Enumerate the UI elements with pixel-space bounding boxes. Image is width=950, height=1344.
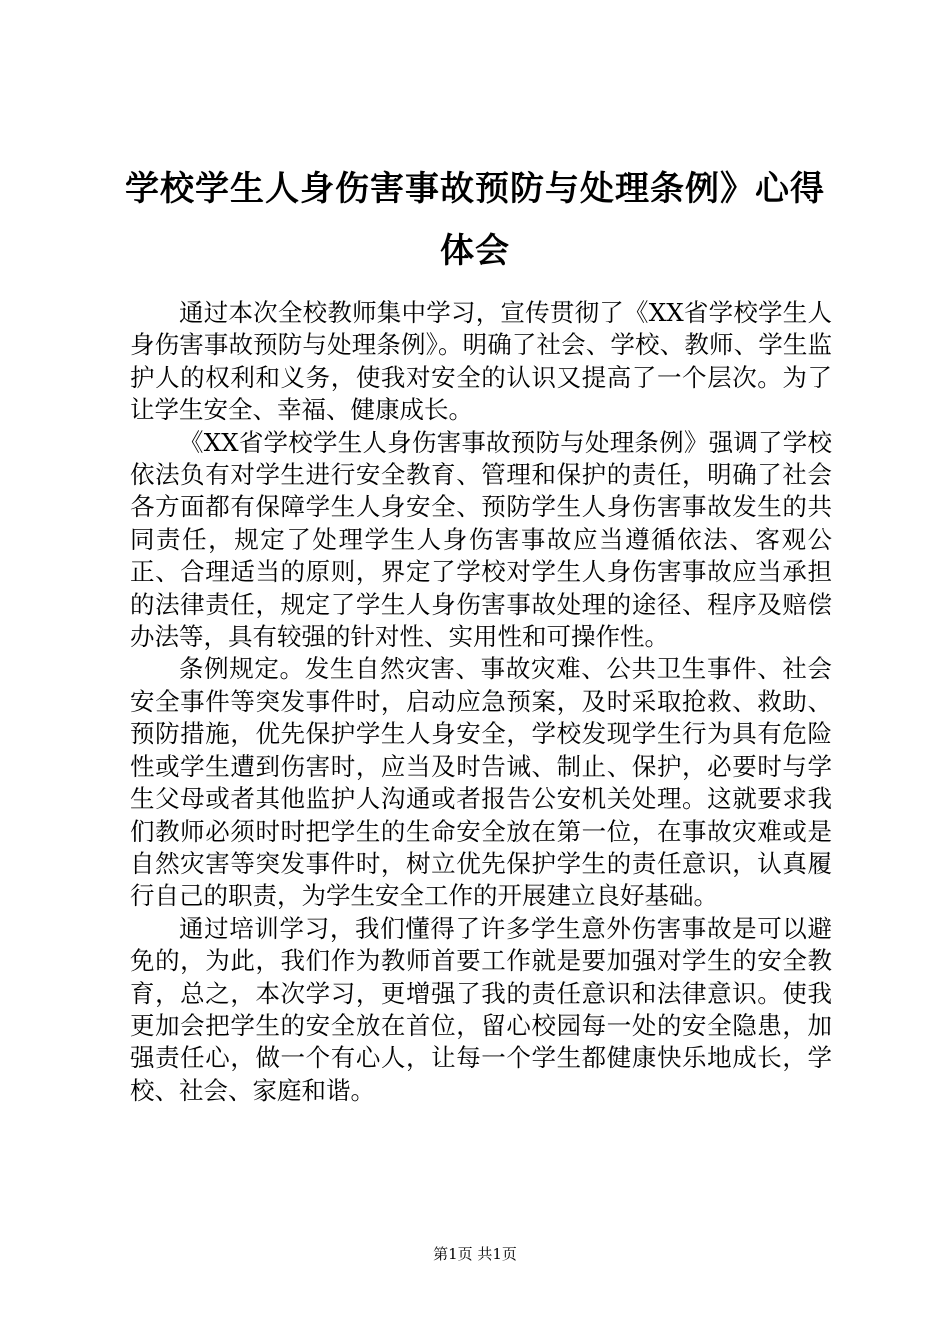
paragraph-1: 通过本次全校教师集中学习，宣传贯彻了《XX省学校学生人身伤害事故预防与处理条例》。明确了社会、学校、教师、学生监护人的权利和义务，使我对安全的认识又提高了一个层次。为了让学生安全、幸福、健康成长。	[130, 298, 832, 425]
paragraph-3: 条例规定。发生自然灾害、事故灾难、公共卫生事件、社会安全事件等突发事件时，启动应急预案，及时采取抢救、救助、预防措施，优先保护学生人身安全，学校发现学生行为具有危险性或学生遭到伤害时，应当及时告诫、制止、保护，必要时与学生父母或者其他监护人沟通或者报告公安机关处理。这就要求我们教师必须时时把学生的生命安全放在第一位，在事故灾难或是自然灾害等突发事件时，树立优先保护学生的责任意识，认真履行自己的职责，为学生安全工作的开展建立良好基础。	[130, 654, 832, 911]
paragraph-2: 《XX省学校学生人身伤害事故预防与处理条例》强调了学校依法负有对学生进行安全教育、管理和保护的责任，明确了社会各方面都有保障学生人身安全、预防学生人身伤害事故发生的共同责任，规定了处理学生人身伤害事故应当遵循依法、客观公正、合理适当的原则，界定了学校对学生人身伤害事故应当承担的法律责任，规定了学生人身伤害事故处理的途径、程序及赔偿办法等，具有较强的针对性、实用性和可操作性。	[130, 427, 832, 652]
document-title: 学校学生人身伤害事故预防与处理条例》心得体会	[125, 169, 825, 271]
document-body	[130, 297, 832, 1107]
page-footer: 第1页 共1页	[433, 1245, 517, 1263]
paragraph-4: 通过培训学习，我们懂得了许多学生意外伤害事故是可以避免的，为此，我们作为教师首要工作就是要加强对学生的安全教育，总之，本次学习，更增强了我的责任意识和法律意识。使我更加会把学生的安全放在首位，留心校园每一处的安全隐患，加强责任心，做一个有心人，让每一个学生都健康快乐地成长，学校、社会、家庭和谐。	[130, 913, 832, 1105]
